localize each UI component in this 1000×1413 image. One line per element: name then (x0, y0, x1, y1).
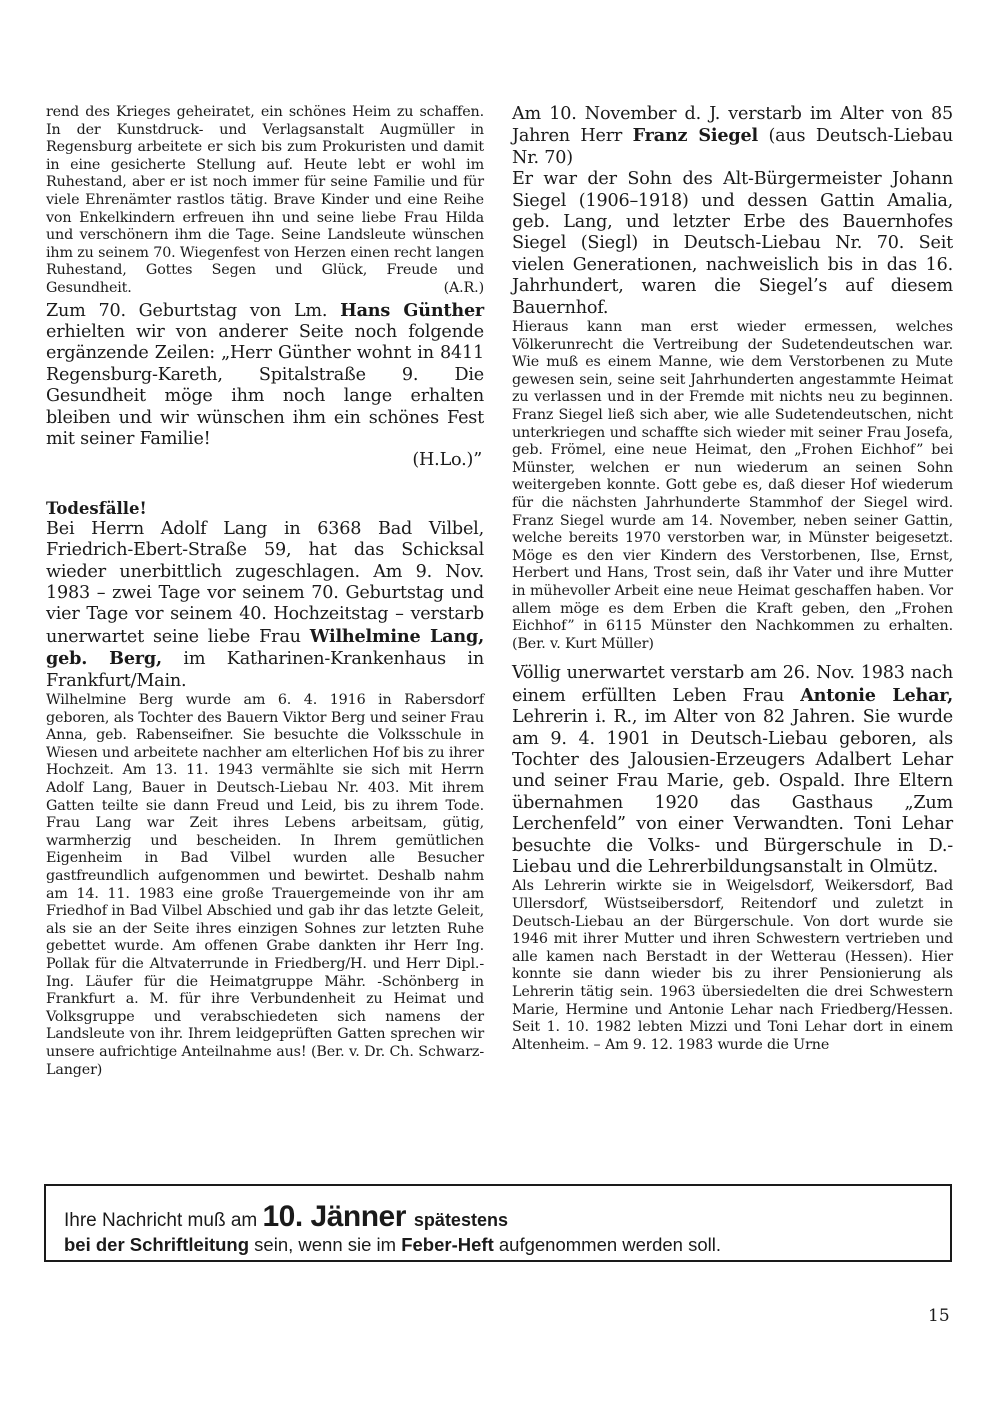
right-column (512, 104, 953, 1054)
person-name: Franz Siegel (632, 125, 758, 147)
siegel-obituary-body: Hieraus kann man erst wieder ermessen, welches Völkerunrecht die Vertreibung der Sudetendeutschen war. Wie muß es einem Manne, wie dem Verstorbenen zu Mute gewesen sein, seine seit Jahrhunderten angestammte Heimat zu verlassen und in der Fremde mit nichts neu zu beginnen. Franz Siegel ließ sich aber, wie alle Sudetendeutschen, nicht unterkriegen und schaffte sich wieder mit seiner Frau Josefa, geb. Frömel, eine neue Heimat, den „Frohen Eichhof” bei Münster, welchen er nun wiederum an seinen Sohn weitergeben konnte. Gott gebe es, daß dieser Hof wiederum für die nächsten Jahrhunderte Stammhof der Siegel wird. Franz Siegel wurde am 14. November, neben seiner Gattin, welche bereits 1970 verstorben war, in Münster beigesetzt. Möge es den vier Kindern des Verstorbenen, Ilse, Ernst, Herbert und Hans, Trost sein, daß ihr Vater und ihre Mutter in mühevoller Arbeit eine neue Heimat geschaffen haben. Vor allem möge es dem Erben die Kraft geben, den „Frohen Eichhof” in 6115 Münster den Nachkommen zu erhalten. (Ber. v. Kurt Müller) (512, 319, 953, 652)
obituary-intro-end: im Katharinen-Krankenhaus in Frankfurt/Main. (46, 649, 484, 691)
notice-prefix: Ihre Nachricht muß am (64, 1210, 263, 1231)
editorial-office: bei der Schriftleitung (64, 1234, 250, 1255)
notice-end: aufgenommen werden soll. (493, 1234, 722, 1255)
lehar-obituary-intro (512, 663, 953, 878)
author-signature: (A.R.) (443, 279, 484, 296)
left-column (46, 104, 484, 1079)
lehar-obituary-body: Als Lehrerin wirkte sie in Weigelsdorf, Weikersdorf, Bad Ullersdorf, Wüstseibersdorf, Reitendorf und zuletzt in Deutsch-Liebau an der Bürgerschule. Von dort wurde sie 1946 mit ihrer Mutter und ihren Schwestern vertrieben und alle kamen nach Berstadt in der Wetterau (Hessen). Hier konnte sie dann wieder bis zu ihrer Pensionierung als Lehrerin tätig sein. 1963 übersiedelten die drei Schwestern Marie, Hermine und Antonie Lehar nach Friedberg/Hessen. Seit 1. 10. 1982 lebten Mizzi und Toni Lehar dort in einem Altenheim. – Am 9. 12. 1983 wurde die Urne (512, 878, 953, 1053)
note-body: erhielten wir von anderer Seite noch folgende ergänzende Zeilen: „Herr Günther wohnt in 8411 Regensburg-Kareth, Spitalstraße 9. Die Gesundheit möge ihm noch lange erhalten bleiben und wir wünschen ihm ein schönes Fest mit seiner Familie! (46, 321, 484, 449)
person-name: Wilhelmine Lang, geb. Berg, (46, 625, 484, 670)
obituary-intro-end: (aus Deutsch-Liebau Nr. 70) (512, 126, 953, 168)
birthday-article-continued (46, 104, 484, 298)
note-intro: Zum 70. Geburtstag von Lm. (46, 300, 341, 321)
person-name: Hans Günther (340, 299, 485, 321)
issue-name: Feber-Heft (401, 1234, 494, 1255)
author-signature: (H.Lo.)” (412, 450, 482, 471)
obituary-intro-text: Bei Herrn Adolf Lang in 6368 Bad Vilbel, Friedrich-Ebert-Straße 59, hat das Schicksal wieder unerbittlich zugeschlagen. Am 9. Nov. 1983 – zwei Tage vor seinem 70. Geburtstag und vier Tage vor seinem 40. Hochzeitstag – verstarb unerwartet seine liebe Frau (46, 518, 484, 647)
deadline-date: 10. Jänner (262, 1200, 406, 1233)
obituary-intro-text: Am 10. November d. J. verstarb im Alter von 85 Jahren Herr (512, 104, 953, 147)
person-name: Antonie Lehar, (800, 684, 953, 706)
page-number: 15 (928, 1306, 950, 1326)
notice-mid: sein, wenn sie im (249, 1234, 402, 1255)
notice-line-2 (64, 1234, 721, 1256)
obituary-intro-text: Völlig unerwartet verstarb am 26. Nov. 1983 nach einem erfüllten Leben Frau (512, 663, 953, 706)
siegel-obituary-intro (512, 104, 953, 169)
obituary-intro-end: Lehrerin i. R., im Alter von 82 Jahren. Sie wurde am 9. 4. 1901 in Deutsch-Liebau geboren, als Tochter des Jalousien-Erzeugers Adalbert Lehar und seiner Frau Marie, geb. Ospald. Ihre Eltern übernahmen 1920 das Gasthaus „Zum Lerchenfeld” von einer Verwandten. Toni Lehar besuchte die Volks- und Bürgerschule in D.-Liebau und die Lehrerbildungsanstalt in Olmütz. (512, 707, 953, 877)
birthday-text: rend des Krieges geheiratet, ein schönes Heim zu schaffen. In der Kunstdruck- und Verlagsanstalt Augmüller in Regensburg arbeitete er sich bis zum Prokuristen und damit in eine gesicherte Stellung auf. Heute lebt er wohl im Ruhestand, aber er ist noch immer für seine Familie und für viele Ehrenämter rastlos tätig. Brave Kinder und eine Reihe von Enkelkindern erfreuen ihn und seine liebe Frau Hilda und verschönern ihm die Tage. Seine Landsleute wünschen ihm zu seinem 70. Wiegenfest von Herzen einen recht langen Ruhestand, Gottes Segen und Glück, Freude und Gesundheit. (46, 104, 484, 296)
section-heading-deaths: Todesfälle! (46, 498, 147, 518)
notice-line-1 (64, 1200, 508, 1234)
lang-obituary-intro (46, 519, 484, 692)
siegel-family-history: Er war der Sohn des Alt-Bürgermeister Johann Siegel (1906–1918) und dessen Gattin Amalia, geb. Lang, und letzter Erbe des Bauernhofes Siegel (Siegl) in Deutsch-Liebau Nr. 70. Seit vielen Generationen, nachweislich bis in das 16. Jahrhundert, waren die Siegel’s auf diesem Bauernhof. (512, 169, 953, 318)
deadline-qualifier: spätestens (413, 1210, 508, 1230)
guenther-birthday-note (46, 300, 484, 451)
lang-obituary-body: Wilhelmine Berg wurde am 6. 4. 1916 in Rabersdorf geboren, als Tochter des Bauern Viktor Berg und seiner Frau Anna, geb. Rabenseifner. Sie besuchte die Volksschule in Wiesen und arbeitete nachher am elterlichen Hof bis zu ihrer Hochzeit. Am 13. 11. 1943 vermählte sie sich mit Herrn Adolf Lang, Bauer in Deutsch-Liebau Nr. 403. Mit ihrem Gatten teilte sie dann Freud und Leid, bis zu ihrem Tode. Frau Lang war Zeit ihres Lebens arbeitsam, gütig, warmherzig und bescheiden. In Ihrem gemütlichen Eigenheim in Bad Vilbel wurden alle Besucher gastfreundlich aufgenommen und bewirtet. Deshalb nahm am 14. 11. 1983 eine große Trauergemeinde von ihr am Friedhof in Bad Vilbel Abschied und gab ihr das letzte Geleit, als sie an der Seite ihres einzigen Sohnes zur letzten Ruhe gebettet wurde. Am offenen Grabe dankten ihr Herr Ing. Pollak für die Altvaterrunde in Friedberg/H. und Herr Dipl.-Ing. Läufer für die Heimatgruppe Mähr. -Schönberg in Frankfurt a. M. für ihre Verbundenheit zu Heimat und Volksgruppe und verabschiedeten sich namens der Landsleute von ihr. Ihrem leidgeprüften Gatten sprechen wir unsere aufrichtige Anteilnahme aus! (Ber. v. Dr. Ch. Schwarz-Langer) (46, 692, 484, 1078)
submission-deadline-notice (44, 1184, 952, 1262)
